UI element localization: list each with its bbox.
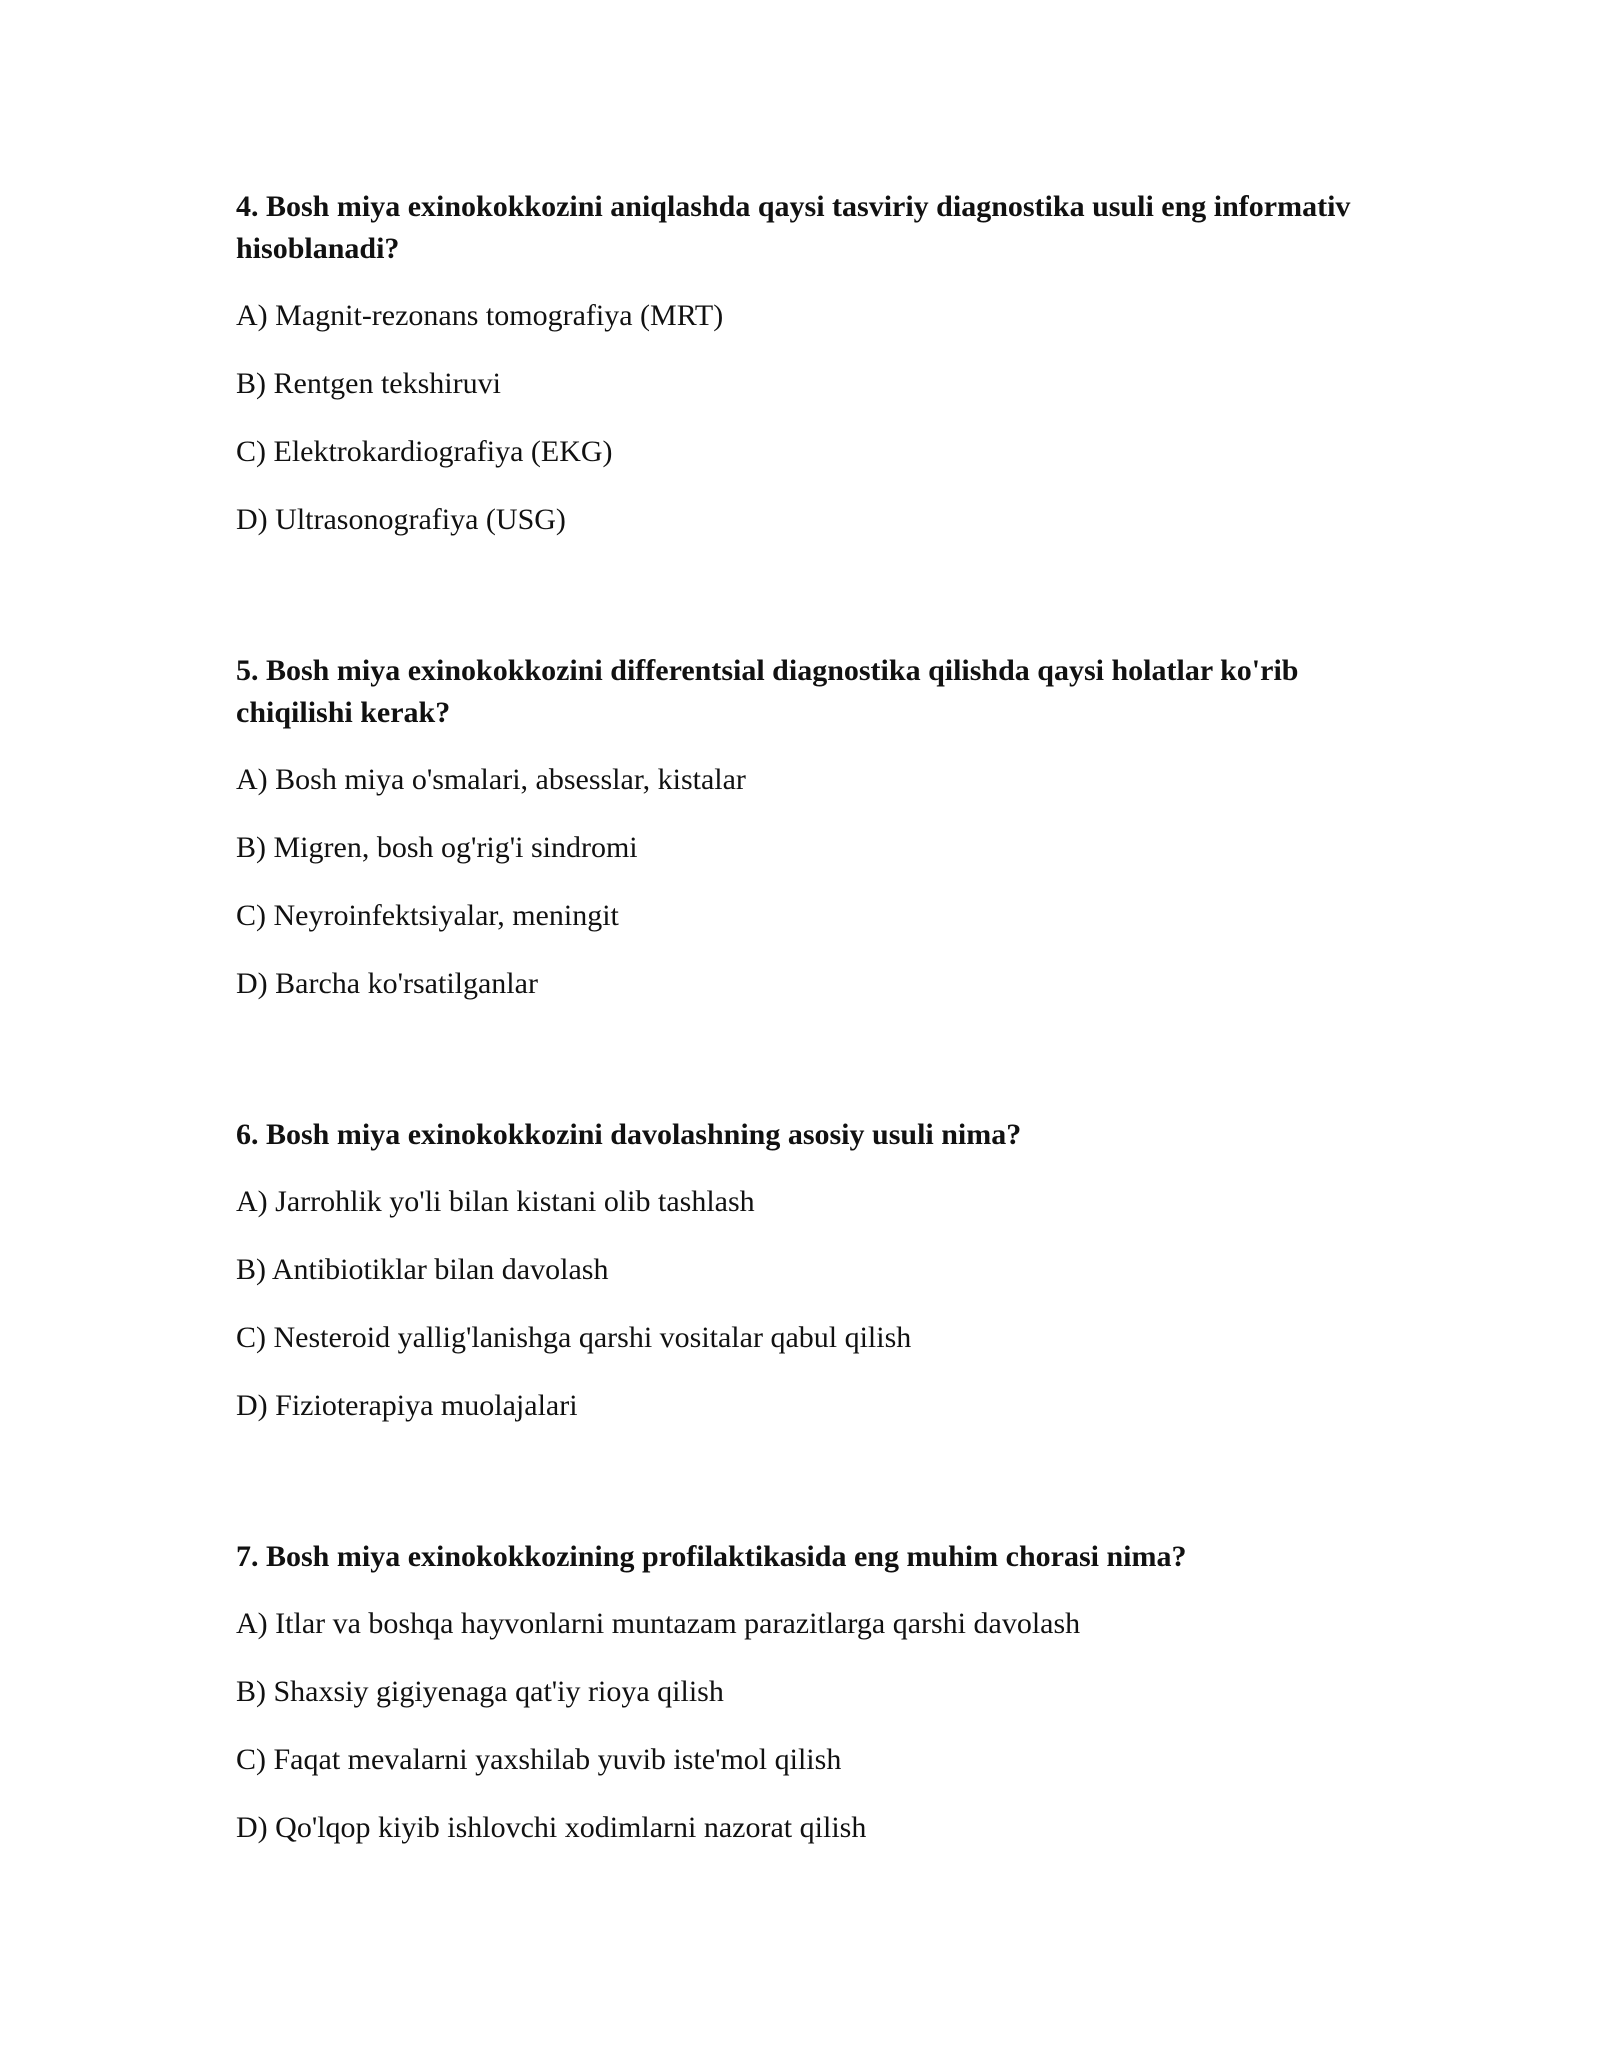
answer-options [236, 1181, 1386, 1427]
question-text: 7. Bosh miya exinokokkozining profilaktikasida eng muhim chorasi nima? [236, 1540, 1187, 1573]
answer-options [236, 1603, 1386, 1849]
option-d: D) Barcha ko'rsatilganlar [236, 967, 538, 1000]
document-page [236, 186, 1386, 1849]
question-text: 6. Bosh miya exinokokkozini davolashning asosiy usuli nima? [236, 1118, 1022, 1151]
question-text: 5. Bosh miya exinokokkozini differentsial diagnostika qilishda qaysi holatlar ko'rib chiqilishi kerak? [236, 654, 1299, 729]
option-d: D) Fizioterapiya muolajalari [236, 1389, 578, 1422]
question-4 [236, 186, 1386, 541]
option-b: B) Shaxsiy gigiyenaga qat'iy rioya qilish [236, 1675, 724, 1708]
option-a: A) Magnit-rezonans tomografiya (MRT) [236, 299, 724, 332]
question-5 [236, 650, 1386, 1005]
option-c: C) Elektrokardiografiya (EKG) [236, 435, 613, 468]
option-b: B) Rentgen tekshiruvi [236, 367, 501, 400]
question-text: 4. Bosh miya exinokokkozini aniqlashda qaysi tasviriy diagnostika usuli eng informativ hisoblanadi? [236, 190, 1351, 265]
option-d: D) Qo'lqop kiyib ishlovchi xodimlarni nazorat qilish [236, 1811, 867, 1844]
option-b: B) Migren, bosh og'rig'i sindromi [236, 831, 638, 864]
answer-options [236, 759, 1386, 1005]
answer-options [236, 295, 1386, 541]
question-7 [236, 1536, 1386, 1849]
option-b: B) Antibiotiklar bilan davolash [236, 1253, 609, 1286]
option-a: A) Jarrohlik yo'li bilan kistani olib tashlash [236, 1185, 755, 1218]
question-6 [236, 1114, 1386, 1427]
option-a: A) Bosh miya o'smalari, absesslar, kistalar [236, 763, 746, 796]
option-c: C) Neyroinfektsiyalar, meningit [236, 899, 619, 932]
option-a: A) Itlar va boshqa hayvonlarni muntazam parazitlarga qarshi davolash [236, 1607, 1081, 1640]
option-c: C) Nesteroid yallig'lanishga qarshi vositalar qabul qilish [236, 1321, 912, 1354]
option-c: C) Faqat mevalarni yaxshilab yuvib iste'mol qilish [236, 1743, 842, 1776]
option-d: D) Ultrasonografiya (USG) [236, 503, 566, 536]
